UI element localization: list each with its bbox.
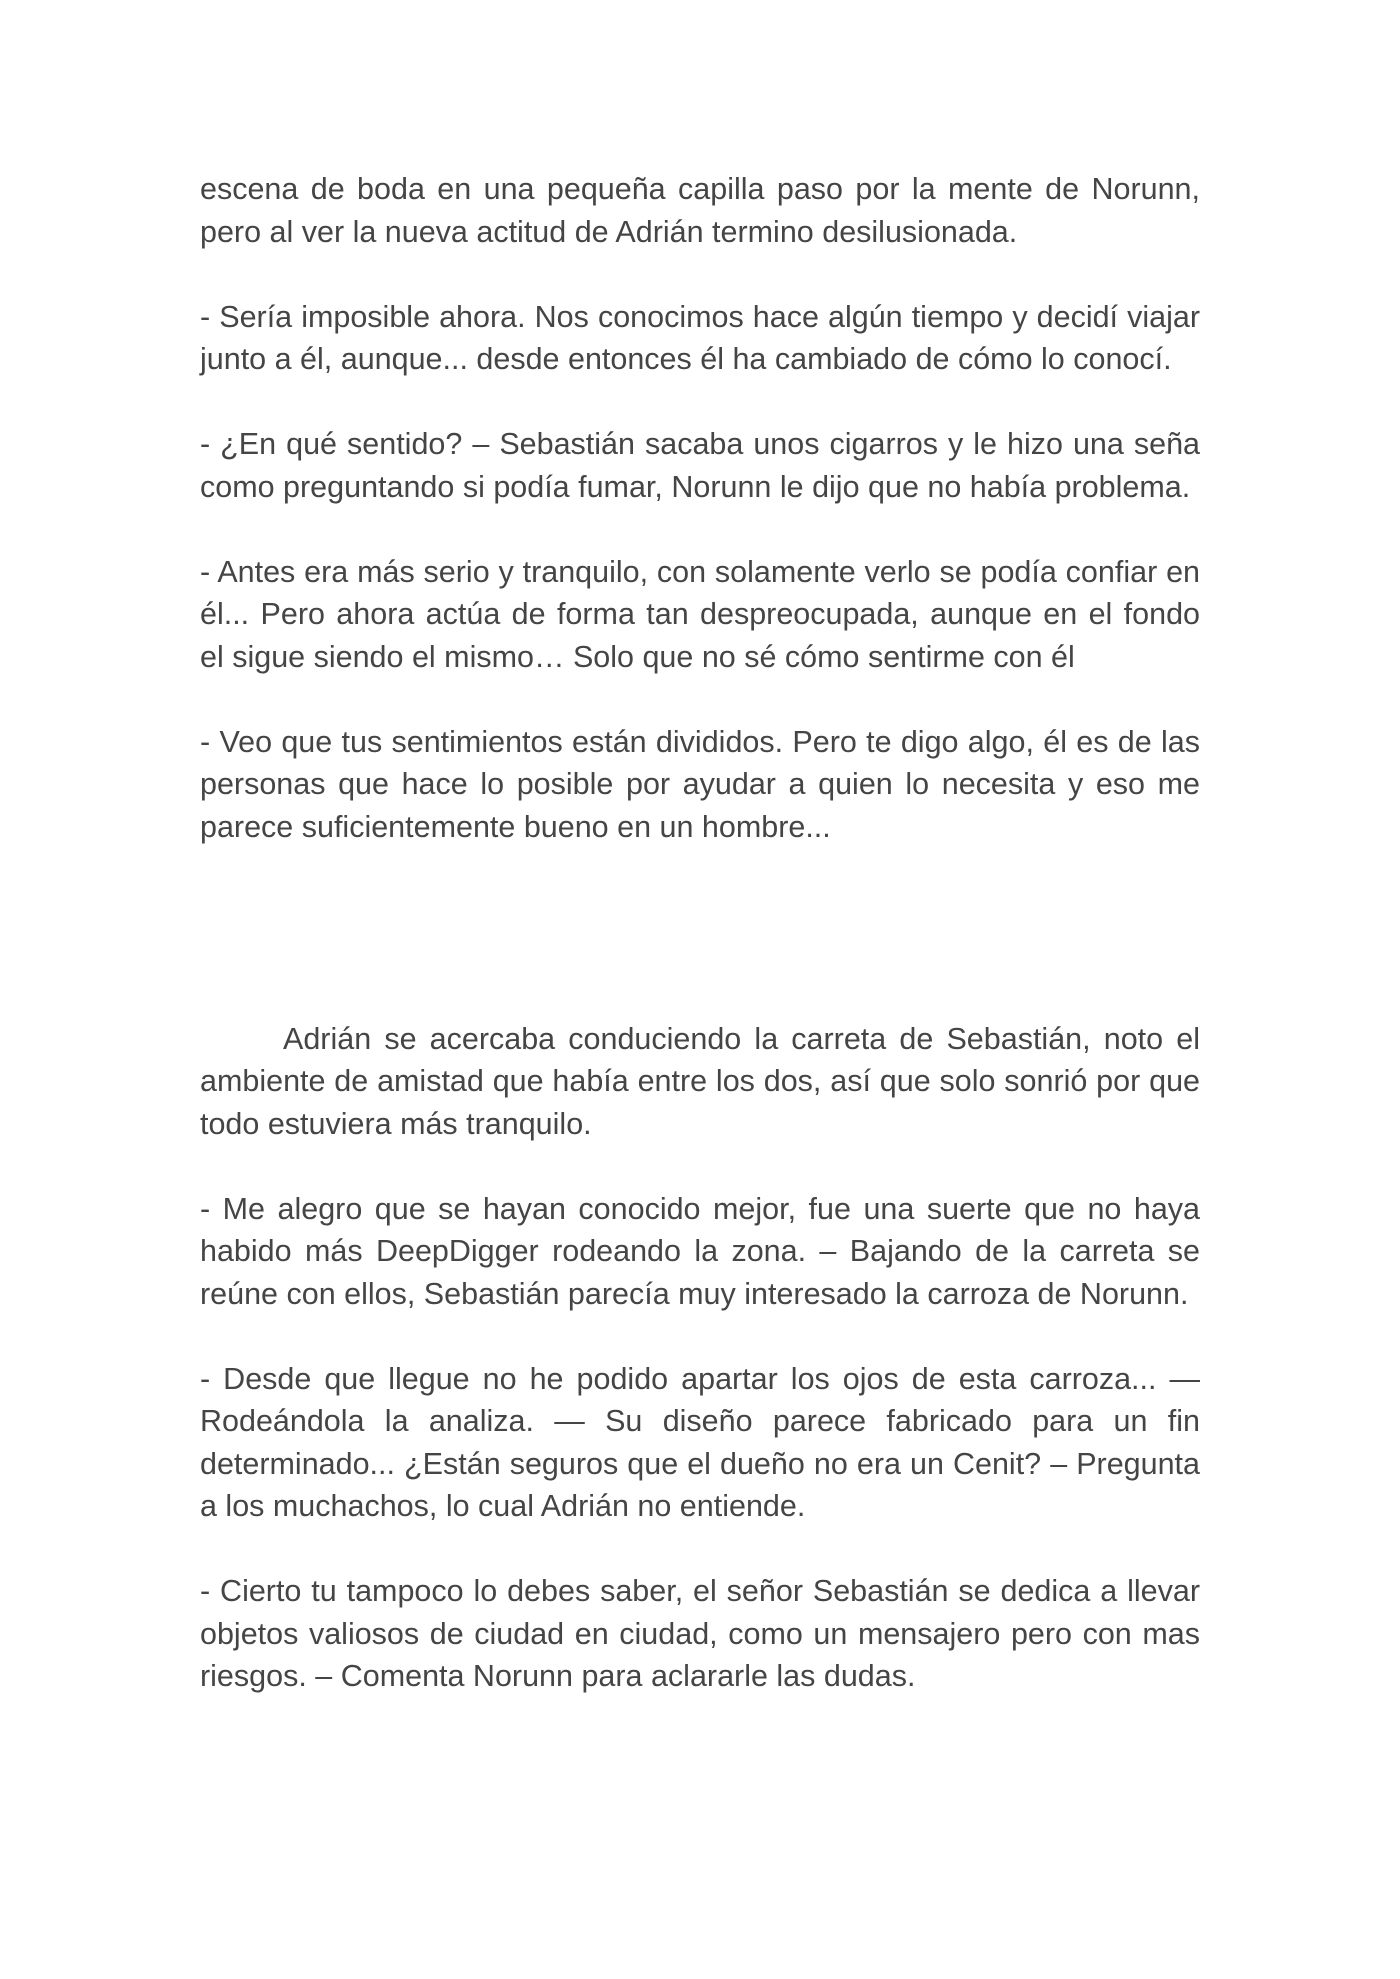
paragraph: Adrián se acercaba conduciendo la carreta de Sebastián, noto el ambiente de amistad que había entre los dos, así que solo sonrió por que todo estuviera más tranquilo.	[200, 1021, 1200, 1141]
paragraph: - Me alegro que se hayan conocido mejor, fue una suerte que no haya habido más DeepDigger rodeando la zona. – Bajando de la carreta se reúne con ellos, Sebastián parecía muy interesado la carroza de Norunn.	[200, 1191, 1200, 1311]
paragraph: - Veo que tus sentimientos están divididos. Pero te digo algo, él es de las personas que hace lo posible por ayudar a quien lo necesita y eso me parece suficientemente bueno en un hombre...	[200, 724, 1200, 844]
paragraph: - Desde que llegue no he podido apartar los ojos de esta carroza... — Rodeándola la analiza. — Su diseño parece fabricado para un fin determinado... ¿Están seguros que el dueño no era un Cenit? – Pregunta a los muchachos, lo cual Adrián no entiende.	[200, 1361, 1200, 1523]
section-break	[200, 891, 1200, 1018]
paragraph: - Sería imposible ahora. Nos conocimos hace algún tiempo y decidí viajar junto a él, aunque... desde entonces él ha cambiado de cómo lo conocí.	[200, 299, 1200, 376]
paragraph: - ¿En qué sentido? – Sebastián sacaba unos cigarros y le hizo una seña como preguntando si podía fumar, Norunn le dijo que no había problema.	[200, 427, 1200, 504]
paragraph: - Antes era más serio y tranquilo, con solamente verlo se podía confiar en él... Pero ahora actúa de forma tan despreocupada, aunque en el fondo el sigue siendo el mismo… Solo que no sé cómo sentirme con él	[200, 554, 1200, 674]
paragraph: - Cierto tu tampoco lo debes saber, el señor Sebastián se dedica a llevar objetos valiosos de ciudad en ciudad, como un mensajero pero con mas riesgos. – Comenta Norunn para aclararle las dudas.	[200, 1574, 1200, 1693]
paragraph: escena de boda en una pequeña capilla paso por la mente de Norunn, pero al ver la nueva actitud de Adrián termino desilusionada.	[200, 172, 1200, 249]
document-page	[200, 168, 1200, 1740]
